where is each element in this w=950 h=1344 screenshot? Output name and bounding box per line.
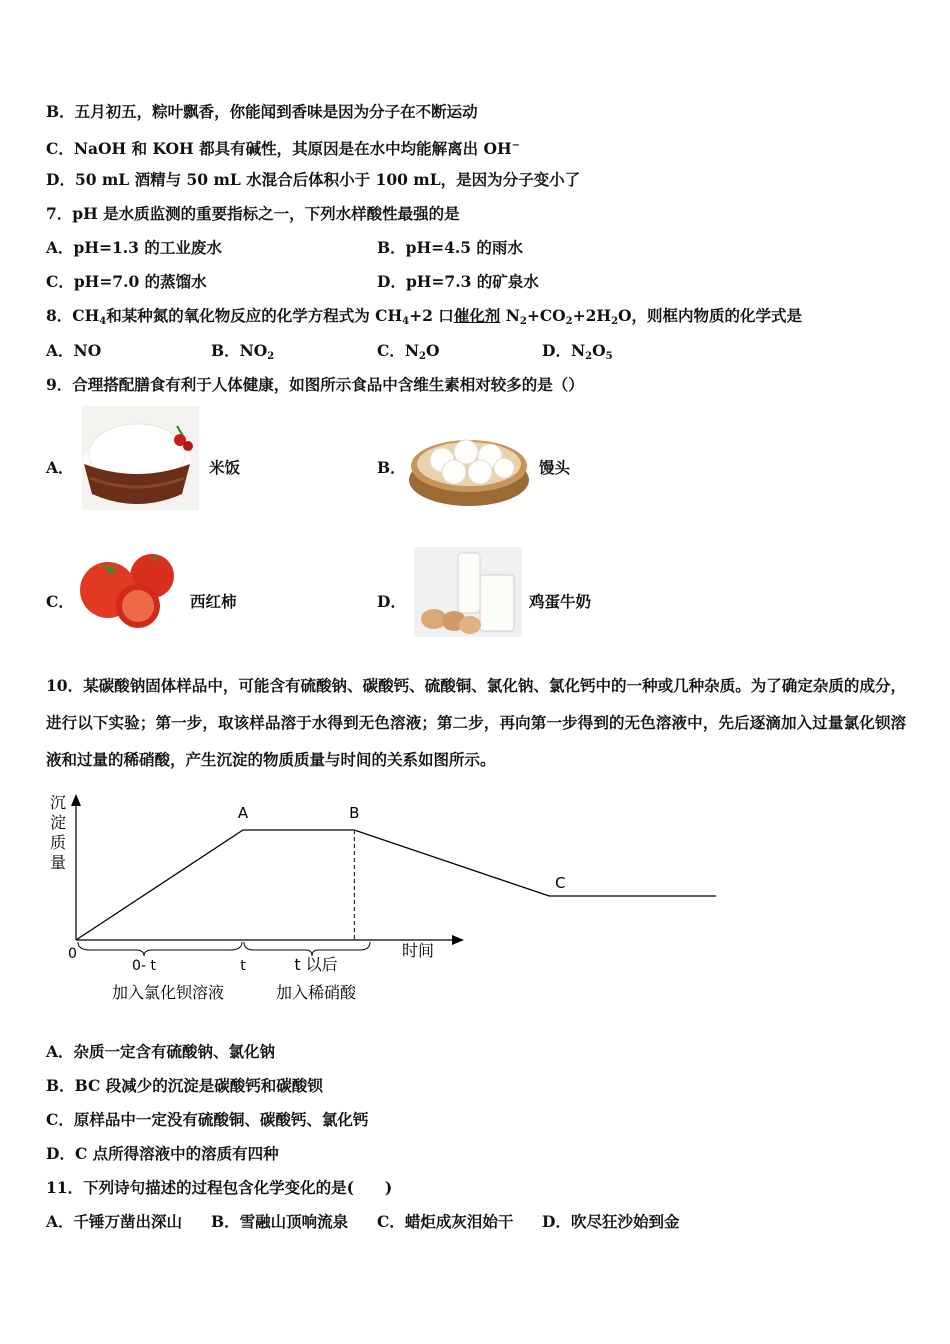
y-axis-label-3: 质 <box>50 833 67 852</box>
q8-option-b-sub: 2 <box>267 351 275 362</box>
eggs-milk-image <box>414 547 522 637</box>
y-axis-arrow <box>71 794 81 806</box>
q8-option-d-text: D．N <box>542 341 586 360</box>
q11-option-c: C．蜡炬成灰泪始干 <box>377 1212 514 1231</box>
origin-label: 0 <box>68 946 77 962</box>
q10-option-b: B．BC 段减少的沉淀是碳酸钙和碳酸钡 <box>46 1076 323 1095</box>
q10-option-a: A．杂质一定含有硫酸钠、氯化钠 <box>46 1042 276 1061</box>
steamed-buns-illustration <box>408 422 531 508</box>
x-tick-0-t: 0- t <box>132 958 156 974</box>
q8-option-c-sub: 2 <box>419 351 426 362</box>
q8-option-a: A．NO <box>46 341 102 360</box>
q11-option-a: A．千锤万凿出深山 <box>46 1212 183 1231</box>
q7-option-d: D．pH=7.3 的矿泉水 <box>377 272 539 291</box>
q7-option-c: C．pH=7.0 的蒸馏水 <box>46 272 207 291</box>
x-axis-arrow <box>452 935 464 945</box>
q8-text: +2 口 <box>409 306 454 325</box>
q9-option-b-letter: B． <box>377 458 406 477</box>
q8-option-d <box>542 341 613 367</box>
q10-stem: 10．某碳酸钠固体样品中，可能含有硫酸钠、碳酸钙、硫酸铜、氯化钠、氯化钙中的一种或几种杂质。为了确定杂质的成分，进行以下实验；第一步，取该样品溶于水得到无色溶液；第二步，再向第一步得到的无色溶液中，先后逐滴加入过量氯化钡溶液和过量的稀硝酸，产生沉淀的物质质量与时间的关系如图所示。 <box>46 676 906 769</box>
q8-option-b <box>211 341 274 367</box>
q8-option-c-text: C．N <box>377 341 420 360</box>
tomato-image <box>78 548 180 630</box>
q8-option-c-text: O <box>425 341 440 360</box>
q8-text: O，则框内物质的化学式是 <box>618 306 803 325</box>
y-axis-label-1: 沉 <box>50 793 67 812</box>
y-axis-label-4: 量 <box>50 853 67 872</box>
q8-option-d-sub: 5 <box>605 351 613 362</box>
q8-option-c <box>377 341 440 367</box>
q9-option-a-label: 米饭 <box>209 458 241 477</box>
q8-option-d-text: O <box>592 341 606 360</box>
y-axis-label-2: 淀 <box>50 813 67 832</box>
q6-option-d: D．50 mL 酒精与 50 mL 水混合后体积小于 100 mL，是因为分子变小了 <box>46 170 581 189</box>
q6-option-c-text: C．NaOH 和 KOH 都具有碱性，其原因是在水中均能解离出 OH <box>46 139 512 159</box>
x-tick-after-t: t 以后 <box>294 955 338 974</box>
q8-sub: 2 <box>519 316 527 327</box>
q9-option-d-letter: D． <box>377 592 406 611</box>
q8-option-b-text: B．NO <box>211 341 268 360</box>
q8-text: +2H <box>572 306 612 325</box>
q8-text: 8．CH <box>46 306 100 325</box>
q8-text: 和某种氮的氧化物反应的化学方程式为 CH <box>106 306 403 325</box>
precipitate-mass-chart <box>40 790 566 1010</box>
annotation-bacl2: 加入氯化钡溶液 <box>111 983 225 1002</box>
q7-stem: 7．pH 是水质监测的重要指标之一，下列水样酸性最强的是 <box>46 204 460 223</box>
point-label-b: B <box>349 804 360 822</box>
x-axis-label: 时间 <box>402 941 435 960</box>
brace-0-t <box>78 942 242 956</box>
steamed-buns-image <box>408 422 531 508</box>
q6-option-c <box>46 136 520 159</box>
q7-option-b: B．pH=4.5 的雨水 <box>377 238 523 257</box>
q11-option-b: B．雪融山顶响流泉 <box>211 1212 349 1231</box>
q8-sub: 4 <box>99 316 107 327</box>
q9-option-b-label: 馒头 <box>539 458 571 477</box>
q11-option-d: D．吹尽狂沙始到金 <box>542 1212 680 1231</box>
q10-option-c: C．原样品中一定没有硫酸铜、碳酸钙、氯化钙 <box>46 1110 369 1129</box>
annotation-hno3: 加入稀硝酸 <box>275 983 357 1002</box>
rice-bowl-illustration <box>82 406 199 510</box>
q8-text: +CO <box>526 306 566 325</box>
point-label-a: A <box>237 804 249 822</box>
q9-option-d-label: 鸡蛋牛奶 <box>529 592 592 611</box>
q8-option-d-sub: 2 <box>585 351 593 362</box>
brace-after-t <box>244 942 370 956</box>
q6-option-c-sup: − <box>511 140 521 151</box>
tomato-illustration <box>78 548 180 630</box>
x-tick-t: t <box>240 958 246 974</box>
q9-option-c-label: 西红柿 <box>190 592 237 611</box>
series-line <box>76 830 716 940</box>
q8-sub: 2 <box>565 316 573 327</box>
eggs-milk-illustration <box>414 547 522 637</box>
rice-bowl-image <box>82 406 199 510</box>
q10-option-d: D．C 点所得溶液中的溶质有四种 <box>46 1144 279 1163</box>
q8-sub: 4 <box>402 316 410 327</box>
q8-text: N <box>500 306 520 325</box>
q8-catalyst: 催化剂 <box>453 306 501 325</box>
point-labels <box>238 804 566 892</box>
q8-stem <box>46 306 802 332</box>
q9-option-a-letter: A． <box>46 458 74 477</box>
q6-option-b: B．五月初五，粽叶飘香，你能闻到香味是因为分子在不断运动 <box>46 102 478 121</box>
q9-stem: 9．合理搭配膳食有利于人体健康，如图所示食品中含维生素相对较多的是（） <box>46 375 584 394</box>
point-label-c: C <box>555 874 566 892</box>
q9-option-c-letter: C． <box>46 592 74 611</box>
q7-option-a: A．pH=1.3 的工业废水 <box>46 238 222 257</box>
q8-sub: 2 <box>611 316 619 327</box>
q11-stem: 11．下列诗句描述的过程包含化学变化的是( ) <box>46 1178 393 1197</box>
